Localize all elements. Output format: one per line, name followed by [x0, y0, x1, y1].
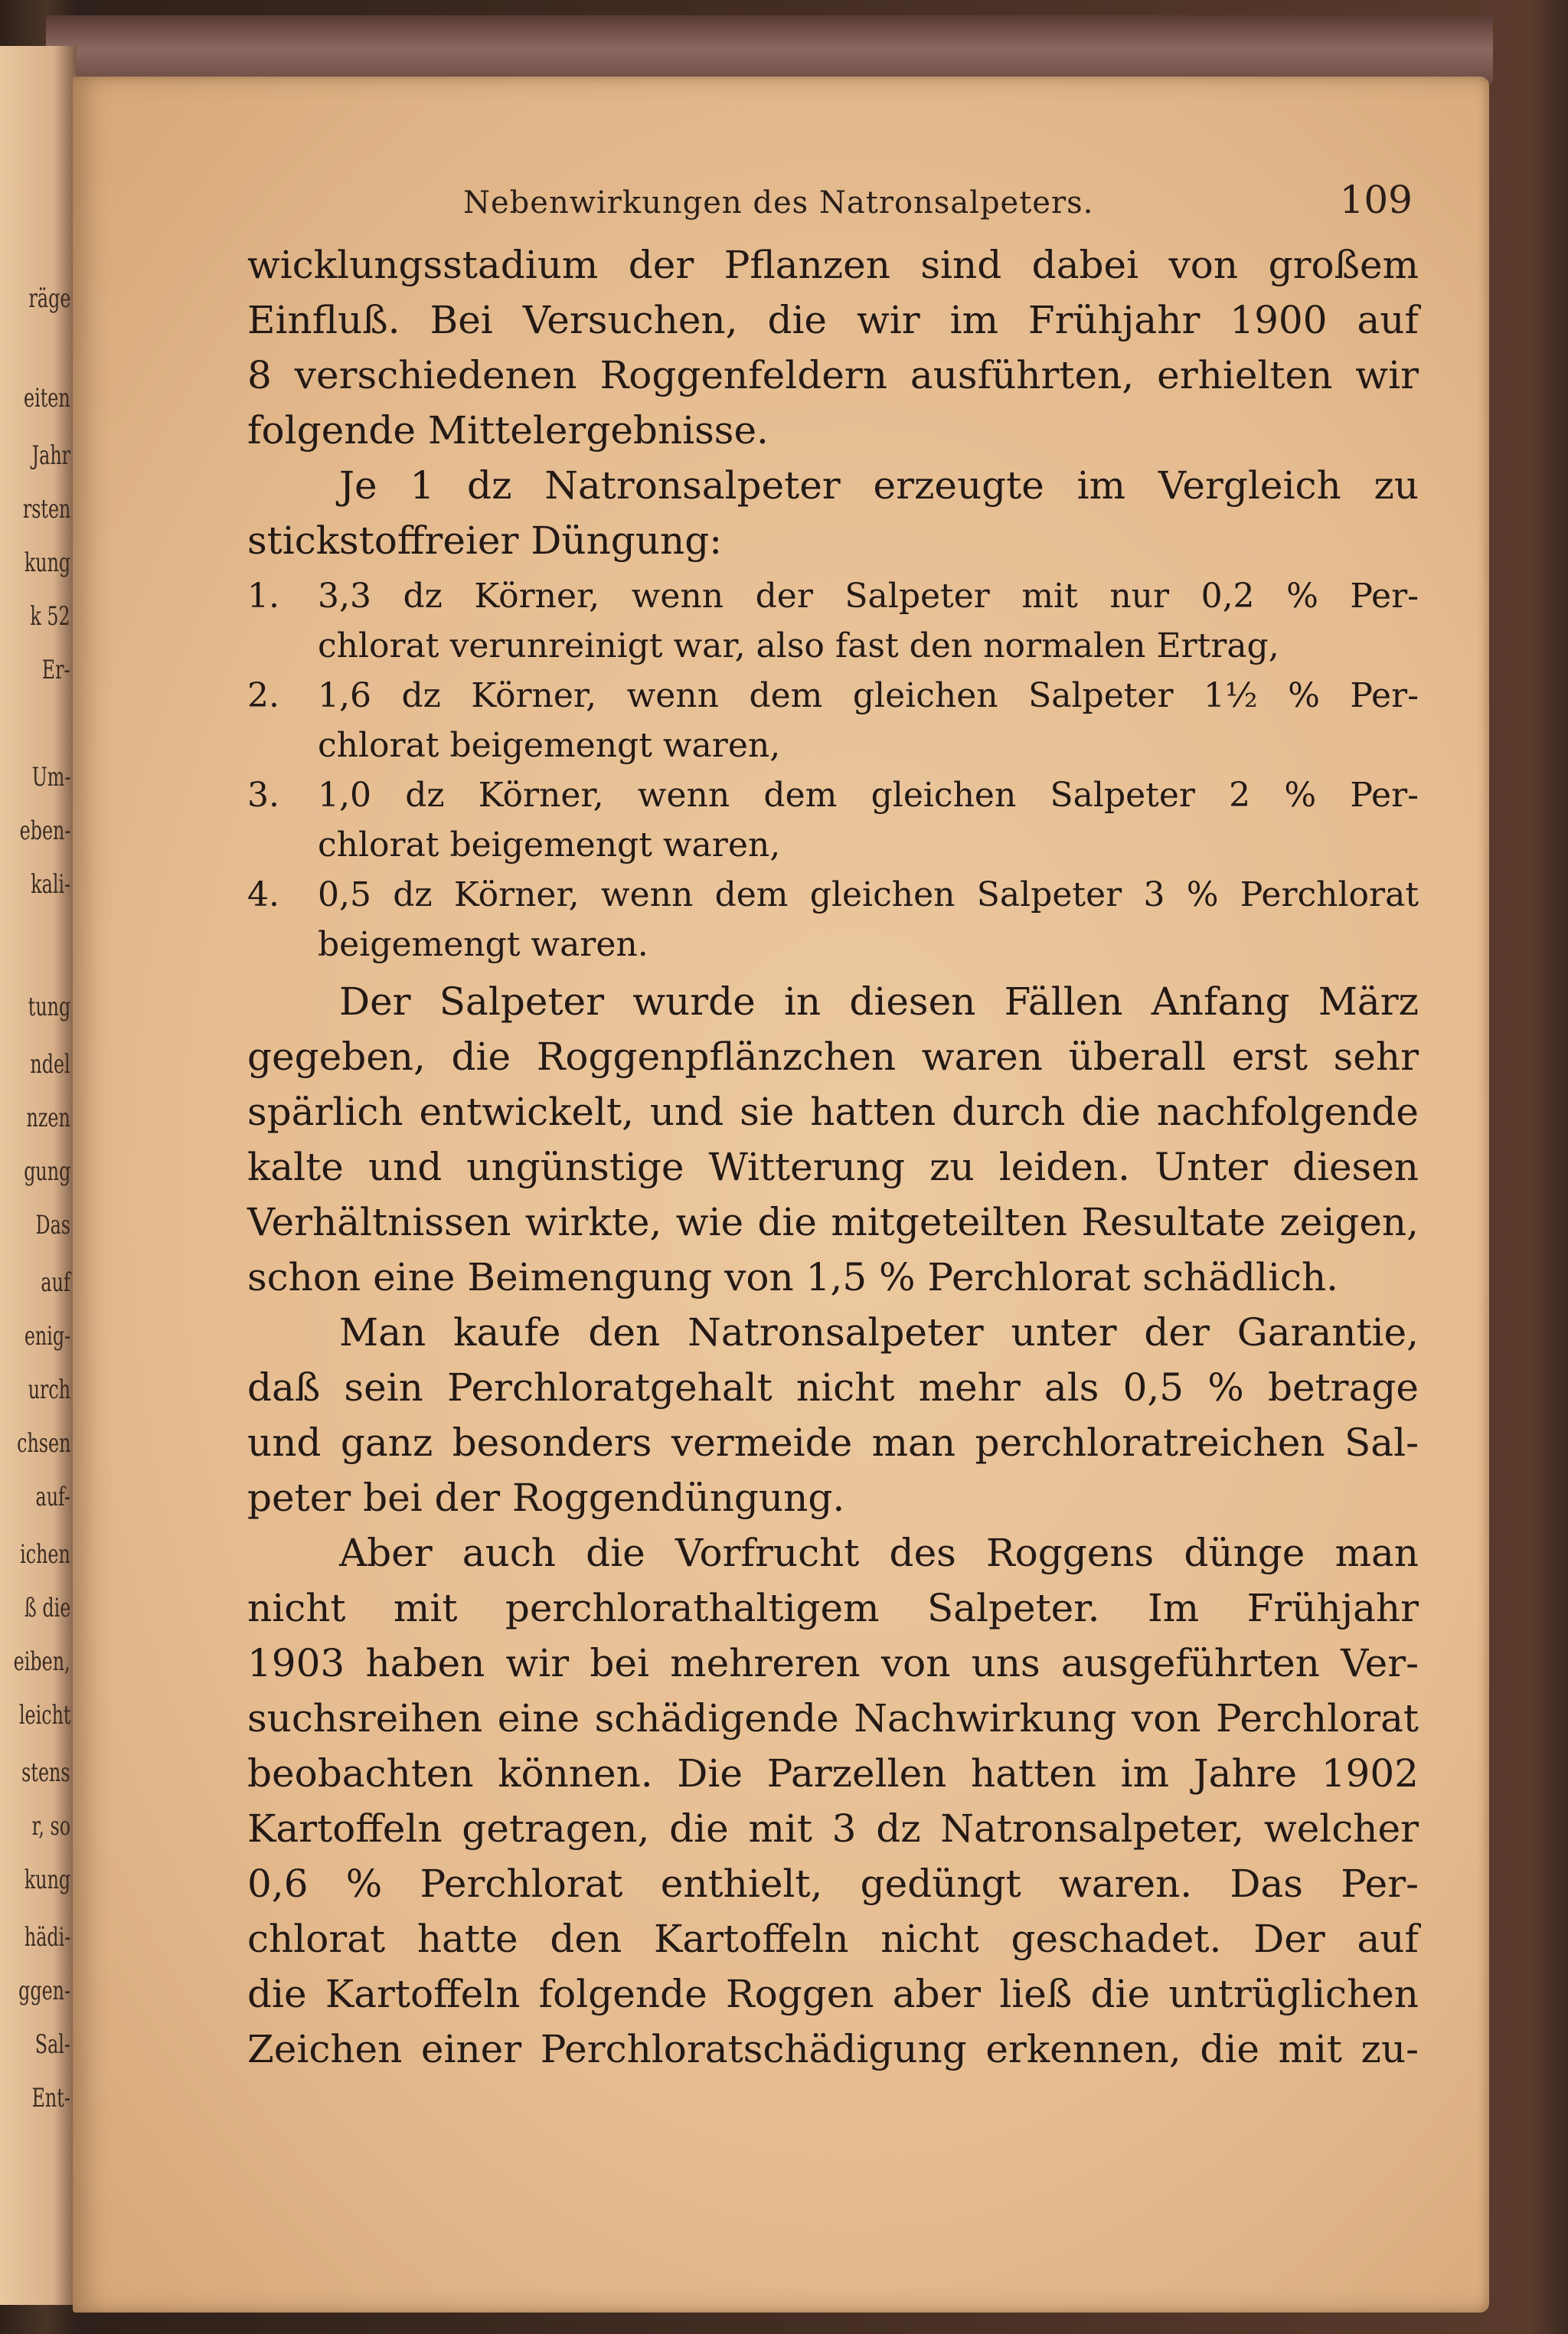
paragraph: [247, 237, 1419, 458]
facing-page-fragment: gung: [23, 1156, 70, 1187]
text-line: chlorat hatte den Kartoffeln nicht geschadet. Der auf: [247, 1917, 1419, 1961]
text-line: die Kartoffeln folgende Roggen aber ließ die untrüglichen: [247, 1972, 1419, 2016]
facing-page-fragment: auf: [41, 1267, 70, 1298]
paragraph: [247, 458, 1419, 568]
text-line: Verhältnissen wirkte, wie die mitgeteilten Resultate zeigen,: [247, 1200, 1419, 1244]
results-list: [247, 571, 1419, 969]
list-item-text: 0,5 dz Körner, wenn dem gleichen Salpeter 3 % Perchlorat: [318, 875, 1419, 914]
facing-page-fragment: ndel: [30, 1049, 70, 1080]
list-item: [247, 671, 1419, 721]
facing-page-fragment: stens: [21, 1757, 70, 1788]
list-item: [247, 571, 1419, 621]
list-item-text: 1,6 dz Körner, wenn dem gleichen Salpeter 1½ % Per-: [318, 676, 1419, 715]
facing-page-fragment: Sal-: [34, 2029, 70, 2060]
list-item-continuation: chlorat beigemengt waren,: [318, 825, 781, 865]
list-item-text: 3,3 dz Körner, wenn der Salpeter mit nur 0,2 % Per-: [318, 577, 1419, 616]
facing-page-fragment: Er-: [42, 655, 70, 685]
facing-page-fragment: r, so: [31, 1811, 70, 1842]
book-spine-edge: [46, 15, 1493, 84]
list-item-text: 1,0 dz Körner, wenn dem gleichen Salpeter 2 % Per-: [318, 776, 1419, 815]
text-line: 0,6 % Perchlorat enthielt, gedüngt waren. Das Per-: [247, 1862, 1419, 1906]
list-number: 2.: [247, 676, 279, 715]
facing-page-fragment: rsten: [22, 494, 70, 525]
text-line: suchsreihen eine schädigende Nachwirkung von Perchlorat: [247, 1696, 1419, 1741]
paragraph: [247, 1305, 1419, 1525]
list-number: 1.: [247, 577, 279, 616]
facing-page-fragment: auf-: [35, 1482, 70, 1512]
list-item: [247, 870, 1419, 920]
list-item-continuation: chlorat verunreinigt war, also fast den normalen Ertrag,: [318, 626, 1279, 665]
text-line: Man kaufe den Natronsalpeter unter der Garantie,: [339, 1310, 1419, 1355]
text-line: folgende Mittelergebnisse.: [247, 408, 769, 453]
main-text: [247, 237, 1419, 2077]
facing-page-fragment: Um-: [31, 762, 70, 793]
book-page: [73, 77, 1489, 2313]
facing-page-fragment: leicht: [18, 1700, 70, 1731]
facing-page-edge: [0, 46, 77, 2305]
facing-page-fragment: räge: [28, 283, 70, 314]
text-line: wicklungsstadium der Pflanzen sind dabei von großem: [247, 243, 1419, 287]
facing-page-fragment: eiten: [24, 383, 70, 414]
text-line: 8 verschiedenen Roggenfeldern ausführten, erhielten wir: [247, 353, 1419, 397]
text-line: Der Salpeter wurde in diesen Fällen Anfang März: [339, 979, 1419, 1024]
text-line: beobachten können. Die Parzellen hatten im Jahre 1902: [247, 1751, 1419, 1796]
text-line: schon eine Beimengung von 1,5 % Perchlorat schädlich.: [247, 1255, 1339, 1299]
text-line: stickstoffreier Düngung:: [247, 518, 723, 563]
text-line: Einfluß. Bei Versuchen, die wir im Frühjahr 1900 auf: [247, 298, 1419, 342]
text-line: Aber auch die Vorfrucht des Roggens dünge man: [339, 1531, 1419, 1575]
facing-page-fragment: Das: [35, 1210, 70, 1241]
list-item: [247, 770, 1419, 820]
facing-page-fragment: eben-: [19, 816, 70, 846]
facing-page-fragment: Jahr: [31, 440, 70, 471]
facing-page-fragment: kung: [24, 1865, 70, 1895]
text-line: nicht mit perchlorathaltigem Salpeter. Im Frühjahr: [247, 1586, 1419, 1630]
facing-page-fragment: urch: [28, 1375, 70, 1405]
paragraph: [247, 974, 1419, 1305]
list-number: 3.: [247, 776, 279, 815]
text-line: spärlich entwickelt, und sie hatten durch die nachfolgende: [247, 1090, 1419, 1134]
text-line: Je 1 dz Natronsalpeter erzeugte im Vergleich zu: [339, 463, 1419, 508]
paragraph: [247, 1525, 1419, 2077]
text-line: gegeben, die Roggenpflänzchen waren überall erst sehr: [247, 1035, 1419, 1079]
running-header: [463, 178, 1413, 222]
text-line: 1903 haben wir bei mehreren von uns ausgeführten Ver-: [247, 1641, 1419, 1685]
text-line: peter bei der Roggendüngung.: [247, 1476, 845, 1520]
list-number: 4.: [247, 875, 279, 914]
text-line: kalte und ungünstige Witterung zu leiden. Unter diesen: [247, 1145, 1419, 1189]
page-number: 109: [1339, 178, 1413, 222]
facing-page-fragment: chsen: [16, 1428, 70, 1459]
facing-page-fragment: ggen-: [18, 1976, 70, 2006]
text-line: und ganz besonders vermeide man perchloratreichen Sal-: [247, 1420, 1419, 1465]
facing-page-fragment: kung: [24, 548, 70, 578]
facing-page-fragment: kali-: [31, 869, 70, 900]
text-line: Zeichen einer Perchloratschädigung erkennen, die mit zu-: [247, 2027, 1419, 2071]
text-line: daß sein Perchloratgehalt nicht mehr als 0,5 % betrage: [247, 1365, 1419, 1410]
text-line: Kartoffeln getragen, die mit 3 dz Natronsalpeter, welcher: [247, 1806, 1419, 1851]
facing-page-fragment: ß die: [24, 1593, 70, 1623]
facing-page-fragment: enig-: [24, 1321, 70, 1352]
running-title: Nebenwirkungen des Natronsalpeters.: [463, 185, 1094, 221]
list-item-continuation: beigemengt waren.: [318, 925, 648, 964]
facing-page-fragment: Ent-: [31, 2083, 70, 2113]
facing-page-fragment: ichen: [20, 1539, 70, 1570]
facing-page-fragment: hädi-: [24, 1922, 70, 1953]
facing-page-fragment: nzen: [26, 1103, 70, 1133]
list-item-continuation: chlorat beigemengt waren,: [318, 726, 781, 765]
facing-page-fragment: tung: [28, 992, 70, 1022]
facing-page-fragment: eiben,: [14, 1646, 70, 1677]
facing-page-fragment: k 52: [30, 601, 70, 632]
